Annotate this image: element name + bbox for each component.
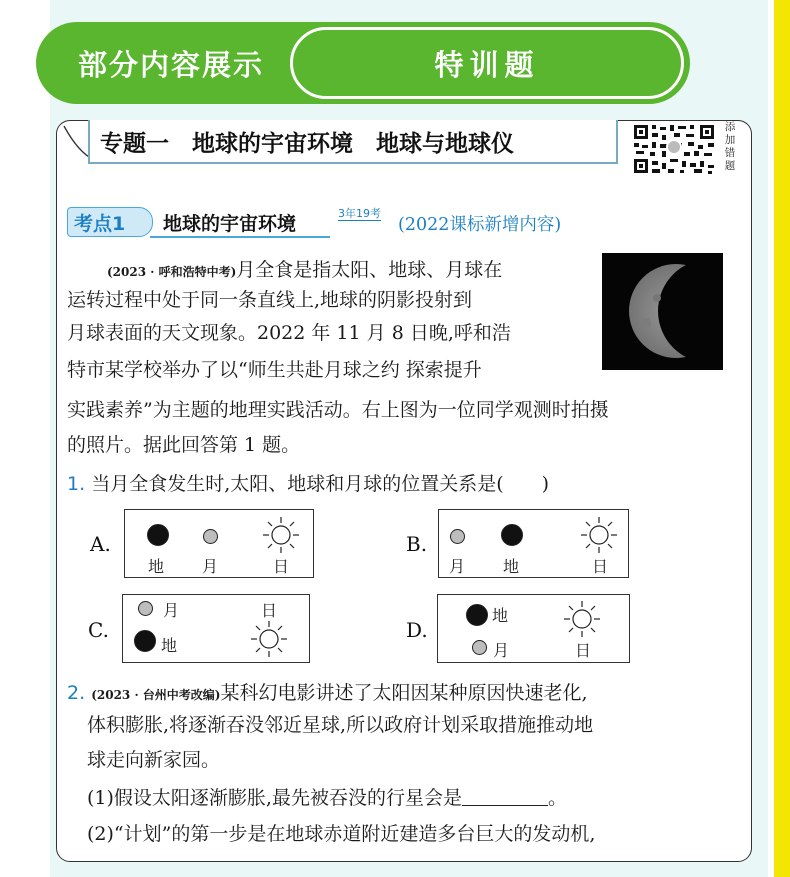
point-tag: 考点1 [67, 207, 153, 237]
passage-line-3: 月球表面的天文现象。2022 年 11 月 8 日晚,呼和浩 [67, 322, 511, 344]
moon-dot [450, 529, 465, 544]
option-a-diagram[interactable] [124, 509, 314, 578]
question-2-source: (2023 · 台州中考改编) [91, 688, 221, 702]
header-left-label: 部分内容展示 [77, 47, 264, 82]
page-margin-left [0, 0, 50, 877]
question-2-number: 2. [67, 682, 86, 704]
label-sun: 日 [273, 557, 290, 576]
sun-icon [250, 620, 288, 658]
qr-side-text: 添 加 错 题 [724, 121, 736, 172]
label-sun: 日 [261, 601, 278, 620]
passage-line-5: 实践素养”为主题的地理实践活动。右上图为一位同学观测时拍摄 [67, 399, 609, 421]
passage-line-2: 运转过程中处于同一条直线上,地球的阴影投射到 [67, 289, 473, 311]
question-1: 1. 当月全食发生时,太阳、地球和月球的位置关系是( ) [67, 473, 550, 495]
passage-line-1: (2023 · 呼和浩特中考)月全食是指太阳、地球、月球在 [107, 259, 503, 281]
label-sun: 日 [575, 641, 592, 660]
point-note: (2022课标新增内容) [398, 215, 562, 235]
label-moon: 月 [163, 601, 180, 620]
sun-icon [262, 516, 300, 554]
passage-line-4: 特市某学校举办了以“师生共赴月球之约 探索提升 [67, 359, 482, 381]
question-2-sub-1: (1)假设太阳逐渐膨胀,最先被吞没的行星会是 。 [87, 787, 567, 809]
earth-dot [466, 604, 488, 626]
option-b-label[interactable]: B. [406, 532, 428, 556]
label-earth: 地 [161, 636, 178, 655]
moon-dot [472, 640, 487, 655]
option-c-label[interactable]: C. [88, 618, 109, 642]
answer-blank[interactable] [462, 787, 548, 806]
question-2-line-1: 2. (2023 · 台州中考改编)某科幻电影讲述了太阳因某种原因快速老化, [67, 682, 588, 704]
label-earth: 地 [503, 557, 520, 576]
header-right-label: 特训题 [290, 27, 684, 99]
question-2-sub-2: (2)“计划”的第一步是在地球赤道附近建造多台巨大的发动机, [87, 823, 596, 845]
point-title: 地球的宇宙环境 [163, 213, 297, 235]
label-earth: 地 [148, 557, 165, 576]
option-b-diagram[interactable] [438, 509, 629, 578]
question-2-line-3: 球走向新家园。 [87, 749, 221, 771]
question-2-line-2: 体积膨胀,将逐渐吞没邻近星球,所以政府计划采取措施推动地 [87, 714, 594, 736]
option-a-label[interactable]: A. [90, 532, 111, 556]
yellow-edge-strip [774, 0, 790, 877]
topic-title-text: 专题一 地球的宇宙环境 地球与地球仪 [100, 130, 514, 157]
option-c-diagram[interactable] [122, 594, 310, 663]
sun-icon [563, 600, 601, 638]
question-1-number: 1. [67, 473, 86, 495]
topic-title [88, 120, 618, 164]
earth-dot [501, 524, 523, 546]
earth-dot [147, 524, 169, 546]
option-d-label[interactable]: D. [406, 618, 428, 642]
label-moon: 月 [202, 557, 219, 576]
passage-source: (2023 · 呼和浩特中考) [107, 265, 237, 279]
option-d-diagram[interactable] [437, 594, 630, 663]
label-moon: 月 [493, 641, 510, 660]
earth-dot [134, 630, 156, 652]
sun-icon [580, 516, 618, 554]
moon-dot [203, 529, 218, 544]
qr-code-icon[interactable] [632, 123, 716, 175]
label-earth: 地 [492, 606, 509, 625]
label-sun: 日 [592, 557, 609, 576]
lunar-eclipse-photo [602, 253, 723, 370]
moon-dot [138, 601, 153, 616]
point-underline [150, 236, 330, 238]
label-moon: 月 [449, 557, 466, 576]
passage-line-6: 的照片。据此回答第 1 题。 [67, 434, 301, 456]
point-exam-count: 3年19考 [338, 207, 381, 220]
